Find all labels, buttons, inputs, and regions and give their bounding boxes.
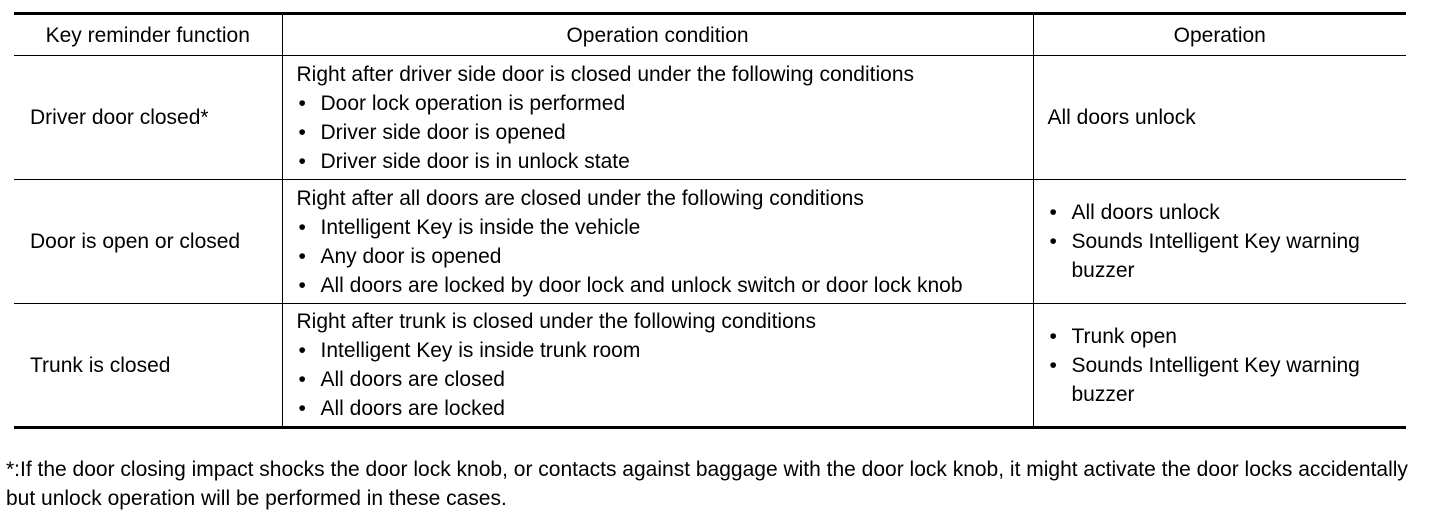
- table-header-row: [14, 14, 1406, 56]
- condition-item: • Any door is opened: [297, 242, 1027, 271]
- condition-item: • All doors are locked by door lock and unlock switch or door lock knob: [297, 271, 1027, 300]
- operation-item: • All doors unlock: [1048, 198, 1401, 227]
- operation-item: • Sounds Intelligent Key warning buzzer: [1048, 351, 1401, 409]
- header-operation: Operation: [1033, 14, 1406, 56]
- condition-intro: Right after all doors are closed under the following conditions: [296, 186, 864, 210]
- condition-list: [297, 213, 1027, 300]
- condition-intro: Right after trunk is closed under the following conditions: [296, 310, 816, 333]
- condition-intro: Right after driver side door is closed under the following conditions: [296, 62, 915, 86]
- operation-item: • Sounds Intelligent Key warning buzzer: [1048, 227, 1401, 285]
- condition-item: • Intelligent Key is inside trunk room: [297, 336, 1027, 365]
- operation-list: [1048, 198, 1401, 285]
- operation-item: • Trunk open: [1048, 322, 1401, 351]
- header-function: Key reminder function: [14, 14, 282, 56]
- condition-item: • All doors are locked: [297, 394, 1027, 423]
- table-row: [14, 180, 1406, 304]
- operation-list: [1048, 322, 1401, 409]
- header-condition: Operation condition: [282, 14, 1033, 56]
- function-cell: Driver door closed*: [14, 56, 282, 180]
- function-cell: Door is open or closed: [14, 180, 282, 304]
- condition-cell: [282, 180, 1033, 304]
- condition-item: • Door lock operation is performed: [297, 89, 1027, 118]
- condition-list: [297, 89, 1027, 176]
- condition-item: • Intelligent Key is inside the vehicle: [297, 213, 1027, 242]
- function-cell: Trunk is closed: [14, 304, 282, 428]
- condition-list: [297, 336, 1027, 423]
- footnote: *:If the door closing impact shocks the door lock knob, or contacts against baggage with the door lock knob, it might activate the door locks accidentally but unlock operation will be performed in these cases.: [6, 458, 1408, 510]
- condition-item: • All doors are closed: [297, 365, 1027, 394]
- operation-cell: All doors unlock: [1033, 56, 1406, 180]
- table-row: [14, 304, 1406, 428]
- condition-item: • Driver side door is opened: [297, 118, 1027, 147]
- operation-cell: [1033, 180, 1406, 304]
- table-row: [14, 56, 1406, 180]
- operation-cell: [1033, 304, 1406, 428]
- condition-cell: [282, 56, 1033, 180]
- condition-item: • Driver side door is in unlock state: [297, 147, 1027, 176]
- condition-cell: [282, 304, 1033, 428]
- key-reminder-table: [14, 12, 1406, 429]
